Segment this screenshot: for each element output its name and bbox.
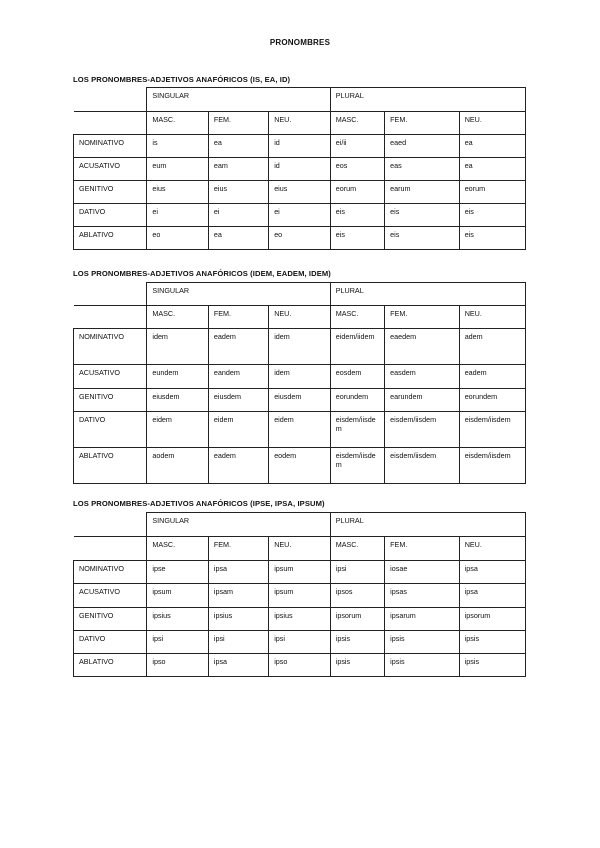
table-group-row (74, 283, 526, 306)
form-cell: ipsius (269, 608, 331, 631)
form-cell: eodem (269, 448, 331, 484)
form-cell: idem (269, 365, 331, 389)
declension-table-idem-eadem-idem (73, 282, 526, 484)
form-cell: easdem (385, 365, 460, 389)
table-row (74, 561, 526, 584)
form-cell: eisdem/iisdem (330, 448, 384, 484)
table-row (74, 584, 526, 608)
form-cell: eis (459, 227, 525, 250)
form-cell: id (269, 158, 331, 181)
form-cell: ipsa (208, 561, 268, 584)
form-cell: ei (147, 204, 209, 227)
table-group-row (74, 513, 526, 537)
form-cell: id (269, 135, 331, 158)
form-cell: earum (385, 181, 460, 204)
table-row (74, 158, 526, 181)
table-row (74, 412, 526, 448)
form-cell: is (147, 135, 209, 158)
blank-corner-cell (74, 112, 147, 135)
form-cell: eis (330, 204, 384, 227)
form-cell: eadem (208, 448, 268, 484)
table-row (74, 631, 526, 654)
case-label: DATIVO (74, 631, 147, 654)
form-cell: ipsis (459, 631, 525, 654)
form-cell: aodem (147, 448, 209, 484)
form-cell: ipsius (147, 608, 209, 631)
form-cell: eaedem (385, 329, 460, 365)
form-cell: eis (459, 204, 525, 227)
form-cell: eorundem (459, 389, 525, 412)
form-cell: eiusdem (208, 389, 268, 412)
form-cell: eius (208, 181, 268, 204)
table-row (74, 227, 526, 250)
table-row (74, 181, 526, 204)
gender-header: FEM. (385, 537, 460, 561)
form-cell: ei (269, 204, 331, 227)
form-cell: ipsi (330, 561, 384, 584)
form-cell: eandem (208, 365, 268, 389)
form-cell: eius (269, 181, 331, 204)
form-cell: eius (147, 181, 209, 204)
form-cell: eadem (459, 365, 525, 389)
form-cell: eisdem/iisdem (459, 448, 525, 484)
gender-header: MASC. (147, 112, 209, 135)
gender-header: FEM. (385, 112, 460, 135)
form-cell: eaed (385, 135, 460, 158)
section-heading-idem-eadem-idem: LOS PRONOMBRES-ADJETIVOS ANAFÓRICOS (IDEM, EADEM, IDEM) (73, 269, 331, 278)
form-cell: ipsis (385, 654, 460, 677)
table-row (74, 608, 526, 631)
form-cell: ipsum (147, 584, 209, 608)
form-cell: ipsi (269, 631, 331, 654)
group-header-plural: PLURAL (330, 513, 525, 537)
form-cell: ei/ii (330, 135, 384, 158)
case-label: ACUSATIVO (74, 158, 147, 181)
case-label: ACUSATIVO (74, 584, 147, 608)
form-cell: eorundem (330, 389, 384, 412)
form-cell: ipso (269, 654, 331, 677)
gender-header: MASC. (147, 537, 209, 561)
form-cell: adem (459, 329, 525, 365)
form-cell: ipsorum (459, 608, 525, 631)
form-cell: eorum (330, 181, 384, 204)
declension-table-is-ea-id (73, 87, 526, 250)
group-header-singular: SINGULAR (147, 283, 330, 306)
gender-header: MASC. (330, 112, 384, 135)
declension-table-ipse-ipsa-ipsum (73, 512, 526, 677)
table-row (74, 654, 526, 677)
form-cell: eisdem/iisdem (330, 412, 384, 448)
table-gender-row (74, 112, 526, 135)
form-cell: ea (459, 135, 525, 158)
blank-corner-cell (74, 513, 147, 537)
form-cell: eidem (147, 412, 209, 448)
form-cell: ipso (147, 654, 209, 677)
form-cell: ipsi (147, 631, 209, 654)
table-row (74, 135, 526, 158)
form-cell: ipsis (330, 631, 384, 654)
table-gender-row (74, 537, 526, 561)
table-row (74, 365, 526, 389)
table-group-row (74, 88, 526, 112)
group-header-singular: SINGULAR (147, 88, 330, 112)
table-row (74, 204, 526, 227)
group-header-plural: PLURAL (330, 88, 525, 112)
gender-header: NEU. (269, 112, 331, 135)
form-cell: ipsam (208, 584, 268, 608)
form-cell: eiusdem (269, 389, 331, 412)
case-label: GENITIVO (74, 389, 147, 412)
form-cell: ea (208, 135, 268, 158)
gender-header: MASC. (330, 537, 384, 561)
form-cell: eiusdem (147, 389, 209, 412)
form-cell: eidem/iidem (330, 329, 384, 365)
form-cell: ipsas (385, 584, 460, 608)
form-cell: ipsorum (330, 608, 384, 631)
form-cell: eadem (208, 329, 268, 365)
case-label: NOMINATIVO (74, 135, 147, 158)
form-cell: ipsis (330, 654, 384, 677)
form-cell: ipsa (459, 561, 525, 584)
case-label: ABLATIVO (74, 448, 147, 484)
form-cell: eis (330, 227, 384, 250)
form-cell: ea (208, 227, 268, 250)
form-cell: ipsi (208, 631, 268, 654)
gender-header: FEM. (208, 306, 268, 329)
form-cell: eum (147, 158, 209, 181)
gender-header: NEU. (459, 112, 525, 135)
form-cell: ipsis (459, 654, 525, 677)
form-cell: ipsis (385, 631, 460, 654)
case-label: NOMINATIVO (74, 329, 147, 365)
case-label: GENITIVO (74, 181, 147, 204)
form-cell: eos (330, 158, 384, 181)
form-cell: ipsos (330, 584, 384, 608)
table-row (74, 389, 526, 412)
section-heading-ipse-ipsa-ipsum: LOS PRONOMBRES-ADJETIVOS ANAFÓRICOS (IPSE, IPSA, IPSUM) (73, 499, 325, 508)
gender-header: NEU. (459, 537, 525, 561)
case-label: ABLATIVO (74, 227, 147, 250)
form-cell: ipse (147, 561, 209, 584)
blank-corner-cell (74, 283, 147, 306)
form-cell: eas (385, 158, 460, 181)
form-cell: eundem (147, 365, 209, 389)
form-cell: eo (269, 227, 331, 250)
table-row (74, 329, 526, 365)
form-cell: idem (269, 329, 331, 365)
gender-header: NEU. (269, 306, 331, 329)
case-label: DATIVO (74, 412, 147, 448)
blank-corner-cell (74, 537, 147, 561)
group-header-singular: SINGULAR (147, 513, 330, 537)
form-cell: ipsum (269, 584, 331, 608)
form-cell: eorum (459, 181, 525, 204)
group-header-plural: PLURAL (330, 283, 525, 306)
case-label: ABLATIVO (74, 654, 147, 677)
blank-corner-cell (74, 306, 147, 329)
form-cell: eisdem/iisdem (385, 412, 460, 448)
form-cell: ea (459, 158, 525, 181)
form-cell: eo (147, 227, 209, 250)
form-cell: ipsius (208, 608, 268, 631)
table-row (74, 448, 526, 484)
form-cell: eam (208, 158, 268, 181)
page-title: PRONOMBRES (269, 38, 331, 47)
section-heading-is-ea-id: LOS PRONOMBRES-ADJETIVOS ANAFÓRICOS (IS, EA, ID) (73, 75, 291, 84)
form-cell: ipsum (269, 561, 331, 584)
form-cell: eosdem (330, 365, 384, 389)
form-cell: eisdem/iisdem (385, 448, 460, 484)
form-cell: eisdem/iisdem (459, 412, 525, 448)
gender-header: FEM. (208, 537, 268, 561)
form-cell: eis (385, 227, 460, 250)
case-label: ACUSATIVO (74, 365, 147, 389)
form-cell: iosae (385, 561, 460, 584)
form-cell: ipsa (208, 654, 268, 677)
form-cell: earundem (385, 389, 460, 412)
case-label: NOMINATIVO (74, 561, 147, 584)
form-cell: eidem (269, 412, 331, 448)
form-cell: eidem (208, 412, 268, 448)
form-cell: ipsa (459, 584, 525, 608)
case-label: DATIVO (74, 204, 147, 227)
gender-header: NEU. (459, 306, 525, 329)
gender-header: MASC. (330, 306, 384, 329)
gender-header: FEM. (385, 306, 460, 329)
gender-header: MASC. (147, 306, 209, 329)
form-cell: ei (208, 204, 268, 227)
gender-header: NEU. (269, 537, 331, 561)
blank-corner-cell (74, 88, 147, 112)
case-label: GENITIVO (74, 608, 147, 631)
form-cell: idem (147, 329, 209, 365)
form-cell: ipsarum (385, 608, 460, 631)
gender-header: FEM. (208, 112, 268, 135)
table-gender-row (74, 306, 526, 329)
form-cell: eis (385, 204, 460, 227)
